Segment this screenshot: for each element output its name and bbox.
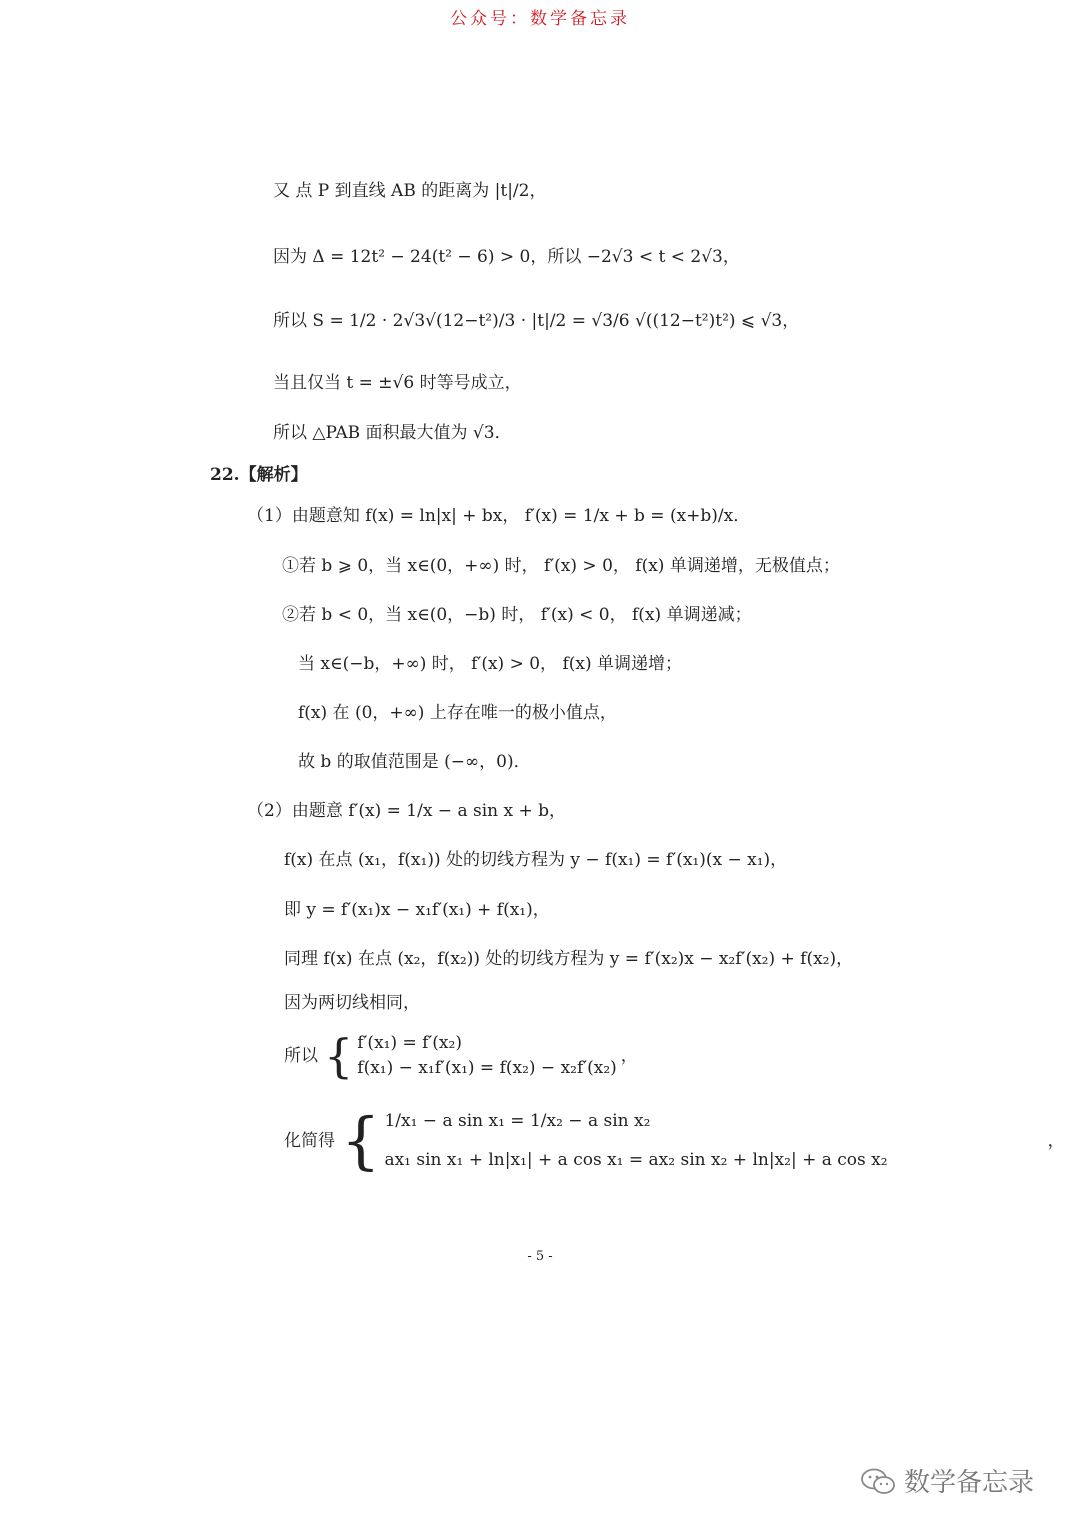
line-part1-derivative: （1）由题意知 f(x) = ln|x| + bx， f′(x) = 1/x + b = (x+b)/x． bbox=[247, 506, 751, 526]
wechat-icon bbox=[860, 1467, 896, 1495]
line-case-b-neg-increasing: 当 x∈(−b，+∞) 时， f′(x) > 0， f(x) 单调递增； bbox=[298, 654, 683, 674]
line-unique-min: f(x) 在 (0，+∞) 上存在唯一的极小值点， bbox=[298, 703, 617, 723]
header-banner: 公众号：数学备忘录 bbox=[450, 9, 630, 29]
line-area-formula: 所以 S = 1/2 · 2√3√(12−t²)/3 · |t|/2 = √3/6 √((12−t²)t²) ⩽ √3， bbox=[273, 311, 800, 331]
line-same-tangent: 因为两切线相同， bbox=[284, 993, 420, 1013]
line-part2-derivative: （2）由题意 f′(x) = 1/x − a sin x + b， bbox=[247, 801, 567, 821]
system-1-eq-a: f′(x₁) = f′(x₂) bbox=[357, 1033, 462, 1053]
line-case-b-nonneg: ①若 b ⩾ 0，当 x∈(0，+∞) 时， f′(x) > 0， f(x) 单调递增，无极值点； bbox=[282, 556, 840, 576]
line-case-b-neg: ②若 b < 0，当 x∈(0，−b) 时， f′(x) < 0， f(x) 单调递减； bbox=[282, 605, 752, 625]
system-2-label: 化简得 bbox=[284, 1130, 335, 1151]
line-tangent-x1: f(x) 在点 (x₁，f(x₁)) 处的切线方程为 y − f(x₁) = f′(x₁)(x − x₁)， bbox=[284, 850, 788, 870]
system-2-eq-a: 1/x₁ − a sin x₁ = 1/x₂ − a sin x₂ bbox=[384, 1111, 651, 1131]
system-1-label: 所以 bbox=[284, 1045, 318, 1066]
system-equations-2 bbox=[284, 1104, 1065, 1177]
line-discriminant: 因为 Δ = 12t² − 24(t² − 6) > 0，所以 −2√3 < t < 2√3， bbox=[273, 247, 740, 267]
watermark-text: 数学备忘录 bbox=[904, 1468, 1035, 1498]
line-tangent-x2: 同理 f(x) 在点 (x₂，f(x₂)) 处的切线方程为 y = f′(x₂)x − x₂f′(x₂) + f(x₂)， bbox=[284, 949, 854, 969]
line-max-area: 所以 △PAB 面积最大值为 √3． bbox=[273, 423, 512, 443]
problem-22-heading: 22.【解析】 bbox=[210, 465, 308, 485]
system-1-eq-b: f(x₁) − x₁f′(x₁) = f(x₂) − x₂f′(x₂) bbox=[357, 1058, 617, 1078]
line-b-range: 故 b 的取值范围是 (−∞，0)． bbox=[298, 752, 531, 772]
system-2-end: ， bbox=[1047, 1130, 1065, 1151]
left-brace: { bbox=[341, 1104, 381, 1177]
page-number: - 5 - bbox=[527, 1249, 553, 1264]
system-equations-1 bbox=[284, 1029, 638, 1083]
line-distance: 又 点 P 到直线 AB 的距离为 |t|/2， bbox=[273, 181, 547, 201]
system-1-end: ， bbox=[620, 1045, 638, 1066]
left-brace: { bbox=[324, 1029, 354, 1083]
system-2-eq-b: ax₁ sin x₁ + ln|x₁| + a cos x₁ = ax₂ sin x₂ + ln|x₂| + a cos x₂ bbox=[384, 1150, 888, 1170]
line-tangent-x1-expanded: 即 y = f′(x₁)x − x₁f′(x₁) + f(x₁)， bbox=[284, 900, 550, 920]
line-equality-condition: 当且仅当 t = ±√6 时等号成立， bbox=[273, 373, 522, 393]
watermark bbox=[860, 1462, 1034, 1499]
